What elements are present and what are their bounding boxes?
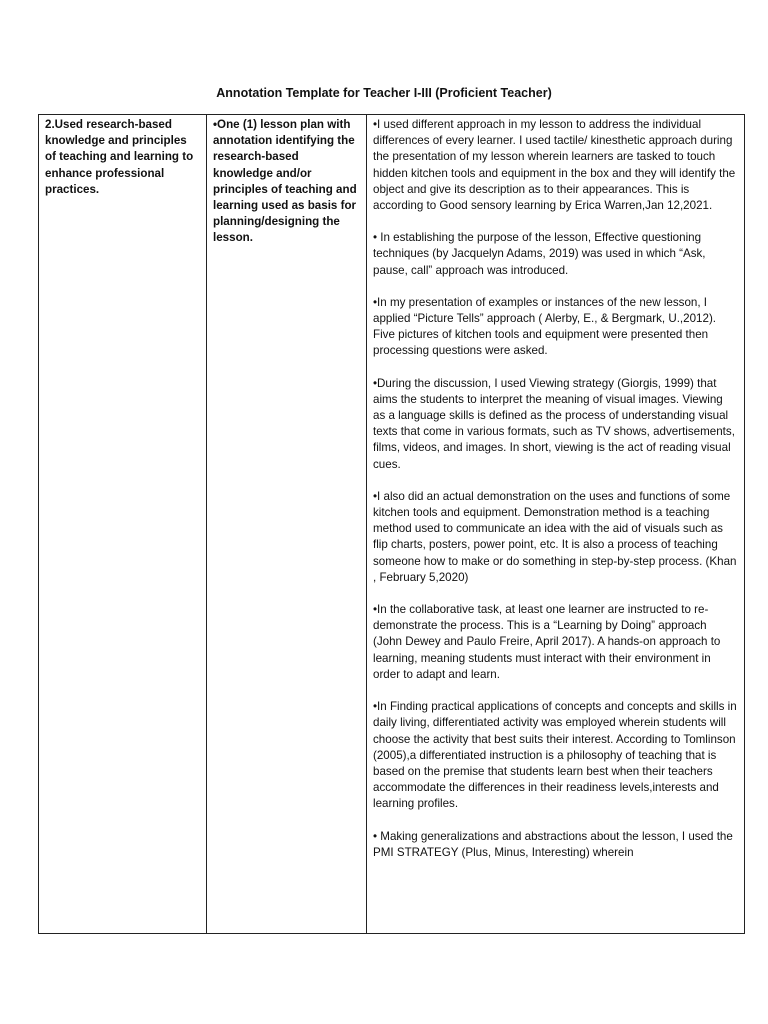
objective-cell: 2.Used research-based knowledge and principles of teaching and learning to enhance professional practices. <box>39 115 207 933</box>
annotation-table <box>38 114 745 934</box>
annotation-cell <box>367 115 744 933</box>
annotation-paragraph: •I used different approach in my lesson to address the individual differences of every learner. I used tactile/ kinesthetic approach during the presentation of my lesson wherein learners are tasked to touch hidden kitchen tools and equipment in the box and they will identify the object and give its description as to their appearances. This is according to Good sensory learning by Erica Warren,Jan 12,2021. <box>373 118 736 213</box>
annotation-paragraph: •During the discussion, I used Viewing strategy (Giorgis, 1999) that aims the students to interpret the meaning of visual images. Viewing as a language skills is defined as the process of understanding visual texts that come in various formats, such as TV shows, advertisements, films, videos, and images. In short, viewing is the act of reading visual cues. <box>373 376 735 471</box>
annotation-paragraph: •In the collaborative task, at least one learner are instructed to re-demonstrate the process. This is a “Learning by Doing” approach (John Dewey and Paulo Freire, April 2017). A hands-on approach to learning, meaning students must interact with their environment in order to adapt and learn. <box>373 603 721 681</box>
annotation-paragraph: •In my presentation of examples or instances of the new lesson, I applied “Picture Tells” approach ( Alerby, E., & Bergmark, U.,2012). Five pictures of kitchen tools and equipment were presented then processing questions were asked. <box>373 295 717 358</box>
annotation-paragraph: • Making generalizations and abstractions about the lesson, I used the PMI STRATEGY (Plus, Minus, Interesting) wherein <box>373 829 733 859</box>
annotation-paragraph: •I also did an actual demonstration on the uses and functions of some kitchen tools and equipment. Demonstration method is a teaching method used to communicate an idea with the aid of visuals such as flip charts, posters, power point, etc. It is also a process of teaching someone how to make or do something in step-by-step process. (Khan , February 5,2020) <box>373 489 737 584</box>
annotation-paragraph: • In establishing the purpose of the lesson, Effective questioning techniques (by Jacquelyn Adams, 2019) was used in which “Ask, pause, call” approach was introduced. <box>373 231 706 277</box>
annotation-paragraph: •In Finding practical applications of concepts and concepts and skills in daily living, differentiated activity was employed wherein students will choose the activity that best suits their interest. According to Tomlinson (2005),a differentiated instruction is a philosophy of teaching that is based on the premise that students learn best when their teachers accommodate the differences in their readiness levels,interests and learning profiles. <box>373 700 737 811</box>
page-title: Annotation Template for Teacher I-III (Proficient Teacher) <box>216 86 552 100</box>
means-of-verification-cell: •One (1) lesson plan with annotation identifying the research-based knowledge and/or principles of teaching and learning used as basis for planning/designing the lesson. <box>207 115 367 933</box>
